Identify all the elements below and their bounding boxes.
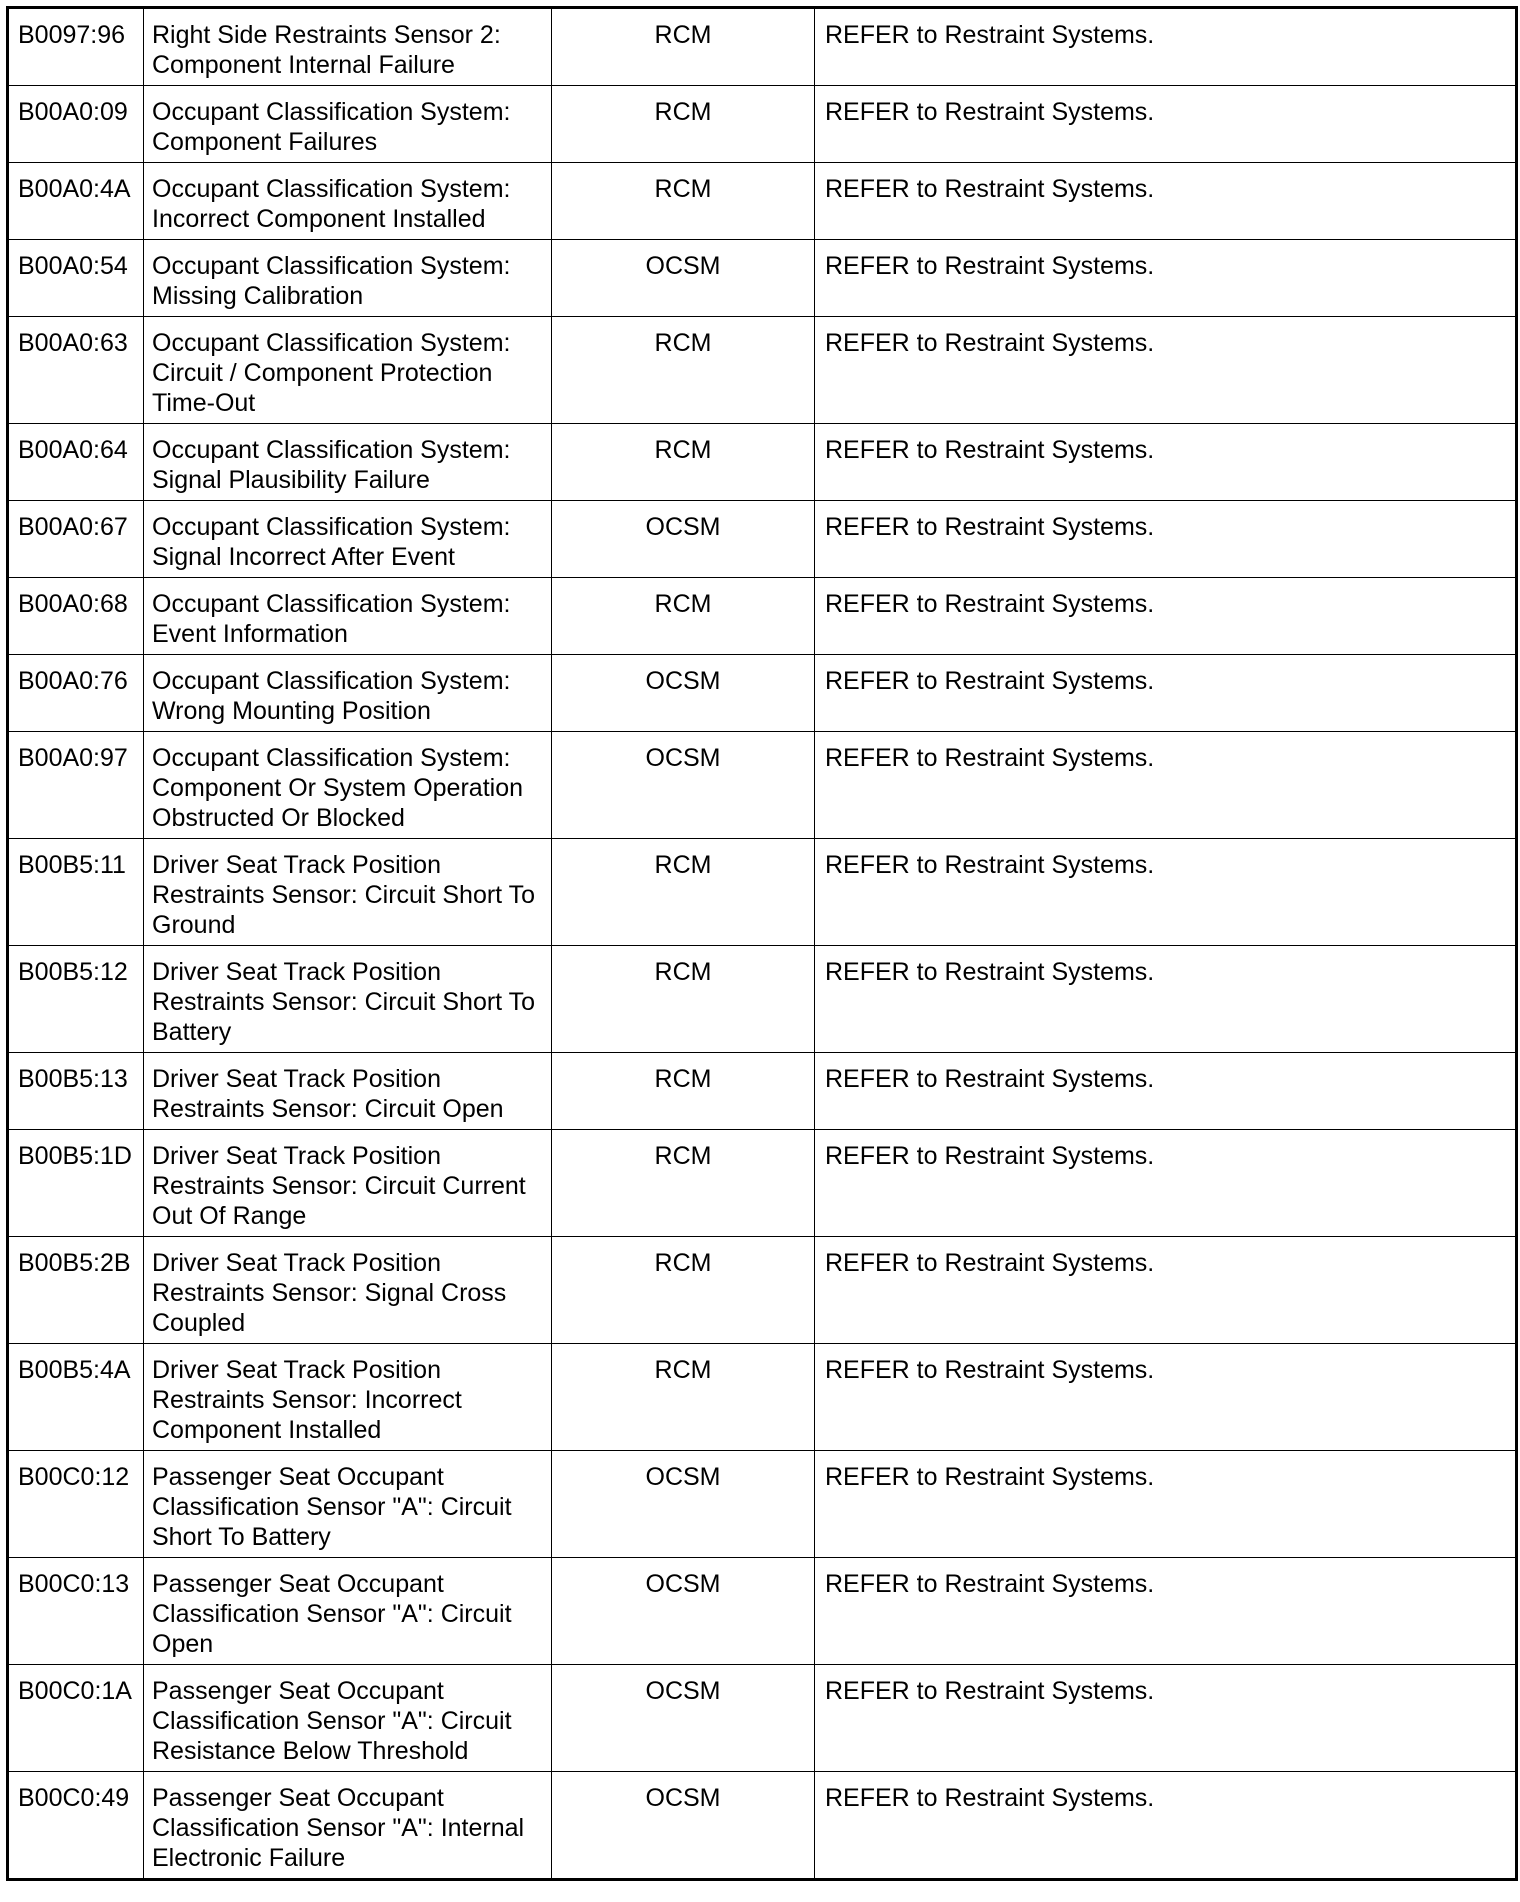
dtc-module-cell: OCSM: [552, 732, 815, 839]
dtc-description-line: Missing Calibration: [152, 282, 364, 310]
dtc-action-cell: REFER to Restraint Systems.: [815, 1344, 1517, 1451]
dtc-description-line: Short To Battery: [152, 1523, 331, 1551]
dtc-action-cell: REFER to Restraint Systems.: [815, 86, 1517, 163]
table-row: [8, 1344, 1517, 1451]
table-row: [8, 1772, 1517, 1880]
dtc-module-cell: RCM: [552, 1053, 815, 1130]
dtc-description-line: Occupant Classification System:: [152, 667, 511, 695]
dtc-module-cell: OCSM: [552, 1772, 815, 1880]
dtc-description-line: Restraints Sensor: Signal Cross: [152, 1279, 507, 1307]
dtc-module-cell: RCM: [552, 1344, 815, 1451]
dtc-action-cell: REFER to Restraint Systems.: [815, 424, 1517, 501]
dtc-description-line: Component Failures: [152, 128, 378, 156]
table-row: [8, 86, 1517, 163]
dtc-description-line: Circuit / Component Protection: [152, 359, 493, 387]
dtc-description-cell: [144, 732, 552, 839]
dtc-description-cell: [144, 1558, 552, 1665]
table-row: [8, 317, 1517, 424]
dtc-code-cell: B00A0:54: [8, 240, 144, 317]
dtc-module-cell: OCSM: [552, 501, 815, 578]
table-row: [8, 501, 1517, 578]
dtc-module-cell: OCSM: [552, 240, 815, 317]
dtc-description-cell: [144, 578, 552, 655]
dtc-description-cell: [144, 1451, 552, 1558]
dtc-description-line: Resistance Below Threshold: [152, 1737, 469, 1765]
dtc-module-cell: RCM: [552, 424, 815, 501]
dtc-code-cell: B00A0:68: [8, 578, 144, 655]
dtc-description-cell: [144, 1665, 552, 1772]
dtc-description-line: Component Installed: [152, 1416, 382, 1444]
dtc-description-line: Driver Seat Track Position: [152, 1356, 441, 1384]
dtc-description-cell: [144, 1344, 552, 1451]
dtc-action-cell: REFER to Restraint Systems.: [815, 655, 1517, 732]
dtc-table-body: [8, 8, 1517, 1880]
dtc-description-cell: [144, 240, 552, 317]
table-row: [8, 1558, 1517, 1665]
table-row: [8, 1237, 1517, 1344]
dtc-description-line: Driver Seat Track Position: [152, 851, 441, 879]
dtc-description-cell: [144, 1130, 552, 1237]
dtc-description-cell: [144, 655, 552, 732]
dtc-code-cell: B00B5:2B: [8, 1237, 144, 1344]
dtc-action-cell: REFER to Restraint Systems.: [815, 732, 1517, 839]
dtc-module-cell: RCM: [552, 839, 815, 946]
dtc-description-line: Component Or System Operation: [152, 774, 523, 802]
dtc-action-cell: REFER to Restraint Systems.: [815, 1558, 1517, 1665]
dtc-description-cell: [144, 1053, 552, 1130]
dtc-description-line: Occupant Classification System:: [152, 436, 511, 464]
dtc-code-cell: B00B5:12: [8, 946, 144, 1053]
dtc-description-line: Out Of Range: [152, 1202, 307, 1230]
dtc-module-cell: RCM: [552, 8, 815, 86]
dtc-module-cell: OCSM: [552, 1558, 815, 1665]
dtc-description-line: Incorrect Component Installed: [152, 205, 486, 233]
dtc-description-line: Classification Sensor "A": Circuit: [152, 1493, 512, 1521]
dtc-description-line: Coupled: [152, 1309, 246, 1337]
dtc-description-cell: [144, 424, 552, 501]
dtc-action-cell: REFER to Restraint Systems.: [815, 8, 1517, 86]
dtc-code-cell: B0097:96: [8, 8, 144, 86]
table-row: [8, 578, 1517, 655]
dtc-module-cell: OCSM: [552, 1665, 815, 1772]
dtc-description-line: Driver Seat Track Position: [152, 1249, 441, 1277]
dtc-action-cell: REFER to Restraint Systems.: [815, 501, 1517, 578]
dtc-code-cell: B00A0:67: [8, 501, 144, 578]
table-row: [8, 1053, 1517, 1130]
dtc-action-cell: REFER to Restraint Systems.: [815, 317, 1517, 424]
table-row: [8, 839, 1517, 946]
dtc-table: [6, 6, 1518, 1881]
table-row: [8, 163, 1517, 240]
dtc-description-cell: [144, 839, 552, 946]
dtc-description-line: Open: [152, 1630, 214, 1658]
dtc-description-cell: [144, 163, 552, 240]
dtc-code-cell: B00C0:12: [8, 1451, 144, 1558]
dtc-module-cell: RCM: [552, 317, 815, 424]
dtc-description-line: Restraints Sensor: Circuit Short To: [152, 988, 536, 1016]
dtc-description-line: Restraints Sensor: Circuit Short To: [152, 881, 536, 909]
dtc-description-line: Classification Sensor "A": Internal: [152, 1814, 525, 1842]
dtc-action-cell: REFER to Restraint Systems.: [815, 1451, 1517, 1558]
dtc-description-line: Event Information: [152, 620, 348, 648]
dtc-module-cell: RCM: [552, 1237, 815, 1344]
table-row: [8, 1130, 1517, 1237]
dtc-code-cell: B00A0:64: [8, 424, 144, 501]
dtc-module-cell: RCM: [552, 86, 815, 163]
dtc-description-line: Time-Out: [152, 389, 256, 417]
dtc-description-cell: [144, 501, 552, 578]
dtc-code-cell: B00C0:13: [8, 1558, 144, 1665]
dtc-module-cell: OCSM: [552, 1451, 815, 1558]
dtc-action-cell: REFER to Restraint Systems.: [815, 1053, 1517, 1130]
table-row: [8, 1451, 1517, 1558]
table-row: [8, 732, 1517, 839]
dtc-description-line: Driver Seat Track Position: [152, 1065, 441, 1093]
dtc-description-cell: [144, 946, 552, 1053]
dtc-action-cell: REFER to Restraint Systems.: [815, 1665, 1517, 1772]
dtc-code-cell: B00A0:63: [8, 317, 144, 424]
dtc-description-line: Driver Seat Track Position: [152, 958, 441, 986]
dtc-description-line: Restraints Sensor: Circuit Open: [152, 1095, 504, 1123]
dtc-description-line: Driver Seat Track Position: [152, 1142, 441, 1170]
dtc-description-line: Ground: [152, 911, 236, 939]
dtc-module-cell: RCM: [552, 163, 815, 240]
dtc-description-line: Obstructed Or Blocked: [152, 804, 405, 832]
dtc-description-line: Occupant Classification System:: [152, 744, 511, 772]
dtc-description-line: Restraints Sensor: Circuit Current: [152, 1172, 526, 1200]
dtc-code-cell: B00B5:11: [8, 839, 144, 946]
dtc-action-cell: REFER to Restraint Systems.: [815, 1130, 1517, 1237]
dtc-action-cell: REFER to Restraint Systems.: [815, 1772, 1517, 1880]
dtc-description-cell: [144, 1772, 552, 1880]
dtc-action-cell: REFER to Restraint Systems.: [815, 946, 1517, 1053]
dtc-description-line: Passenger Seat Occupant: [152, 1463, 444, 1491]
table-row: [8, 8, 1517, 86]
dtc-description-line: Classification Sensor "A": Circuit: [152, 1600, 512, 1628]
dtc-module-cell: RCM: [552, 1130, 815, 1237]
dtc-description-line: Signal Incorrect After Event: [152, 543, 455, 571]
dtc-description-line: Occupant Classification System:: [152, 513, 511, 541]
dtc-description-line: Component Internal Failure: [152, 51, 455, 79]
dtc-description-line: Passenger Seat Occupant: [152, 1570, 444, 1598]
dtc-description-line: Signal Plausibility Failure: [152, 466, 430, 494]
table-row: [8, 1665, 1517, 1772]
dtc-description-line: Restraints Sensor: Incorrect: [152, 1386, 462, 1414]
dtc-action-cell: REFER to Restraint Systems.: [815, 578, 1517, 655]
dtc-description-line: Electronic Failure: [152, 1844, 346, 1872]
dtc-action-cell: REFER to Restraint Systems.: [815, 1237, 1517, 1344]
dtc-code-cell: B00C0:49: [8, 1772, 144, 1880]
table-row: [8, 424, 1517, 501]
dtc-action-cell: REFER to Restraint Systems.: [815, 839, 1517, 946]
dtc-code-cell: B00A0:09: [8, 86, 144, 163]
dtc-code-cell: B00A0:97: [8, 732, 144, 839]
dtc-description-cell: [144, 86, 552, 163]
dtc-code-cell: B00C0:1A: [8, 1665, 144, 1772]
dtc-description-cell: [144, 317, 552, 424]
dtc-description-line: Passenger Seat Occupant: [152, 1677, 444, 1705]
dtc-description-line: Battery: [152, 1018, 232, 1046]
dtc-code-cell: B00A0:4A: [8, 163, 144, 240]
dtc-description-line: Right Side Restraints Sensor 2:: [152, 21, 501, 49]
dtc-description-cell: [144, 8, 552, 86]
dtc-code-cell: B00B5:4A: [8, 1344, 144, 1451]
dtc-code-cell: B00B5:1D: [8, 1130, 144, 1237]
dtc-action-cell: REFER to Restraint Systems.: [815, 163, 1517, 240]
dtc-description-line: Occupant Classification System:: [152, 98, 511, 126]
dtc-module-cell: RCM: [552, 578, 815, 655]
dtc-description-line: Wrong Mounting Position: [152, 697, 431, 725]
table-row: [8, 240, 1517, 317]
table-row: [8, 946, 1517, 1053]
dtc-description-line: Occupant Classification System:: [152, 175, 511, 203]
dtc-module-cell: RCM: [552, 946, 815, 1053]
dtc-description-line: Passenger Seat Occupant: [152, 1784, 444, 1812]
table-row: [8, 655, 1517, 732]
dtc-description-line: Occupant Classification System:: [152, 252, 511, 280]
dtc-description-cell: [144, 1237, 552, 1344]
dtc-code-cell: B00B5:13: [8, 1053, 144, 1130]
dtc-description-line: Occupant Classification System:: [152, 329, 511, 357]
dtc-description-line: Occupant Classification System:: [152, 590, 511, 618]
dtc-code-cell: B00A0:76: [8, 655, 144, 732]
dtc-action-cell: REFER to Restraint Systems.: [815, 240, 1517, 317]
dtc-module-cell: OCSM: [552, 655, 815, 732]
dtc-description-line: Classification Sensor "A": Circuit: [152, 1707, 512, 1735]
